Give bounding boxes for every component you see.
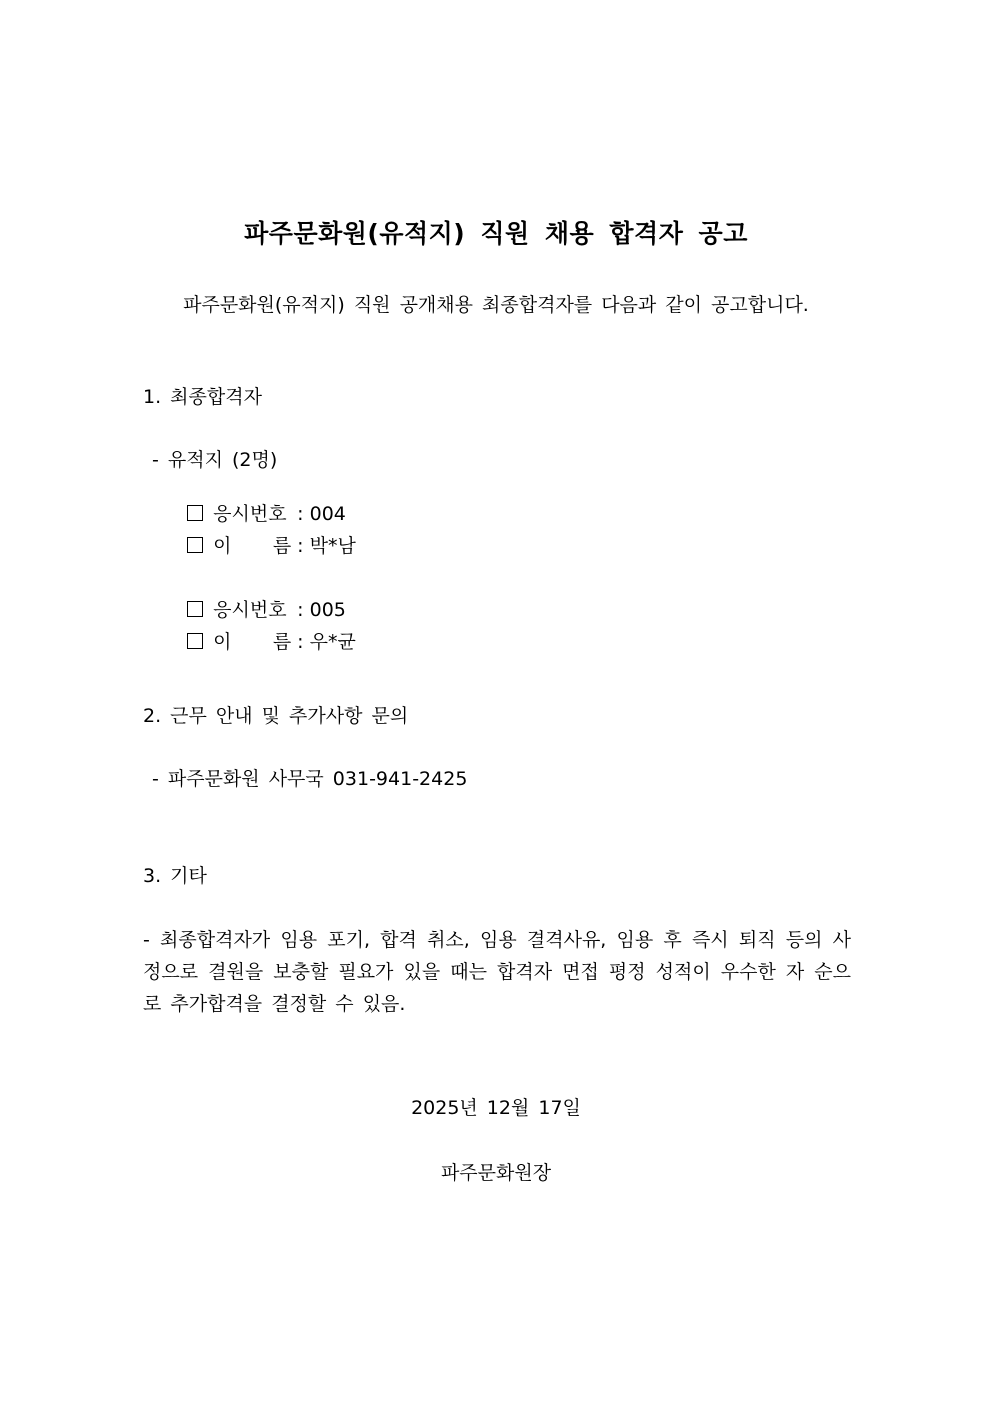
separator: : — [297, 535, 304, 557]
name-label-part-2: 름 — [272, 535, 292, 557]
contact-info: - 파주문화원 사무국 031-941-2425 — [152, 768, 468, 790]
checkbox-icon — [187, 537, 203, 553]
section-3-heading: 3. 기타 — [143, 865, 207, 887]
separator: : — [297, 631, 304, 653]
name-label — [213, 627, 291, 654]
section-3-paragraph: - 최종합격자가 임용 포기, 합격 취소, 임용 결격사유, 임용 후 즉시 퇴직 등의 사정으로 결원을 보충할 필요가 있을 때는 합격자 면접 평정 성적이 우수한 자 순으로 추가합격을 결정할 수 있음. — [143, 929, 851, 1015]
name-label-part-1: 이 — [213, 535, 232, 557]
document-title: 파주문화원(유적지) 직원 채용 합격자 공고 — [244, 219, 748, 248]
section-1-heading: 1. 최종합격자 — [143, 386, 262, 408]
section-1-subheading: - 유적지 (2명) — [152, 449, 278, 471]
candidate-name: 우*균 — [309, 631, 356, 653]
separator: : — [297, 503, 304, 525]
number-label: 응시번호 — [213, 503, 287, 525]
separator: : — [297, 599, 304, 621]
candidate-2-name-row — [163, 605, 356, 676]
candidate-number: 004 — [309, 503, 346, 525]
number-label: 응시번호 — [213, 599, 287, 621]
candidate-1-name-row — [163, 509, 356, 580]
checkbox-icon — [187, 633, 203, 649]
intro-text: 파주문화원(유적지) 직원 공개채용 최종합격자를 다음과 같이 공고합니다. — [183, 294, 809, 316]
name-label — [213, 531, 291, 558]
candidate-number: 005 — [309, 599, 346, 621]
name-label-part-1: 이 — [213, 631, 232, 653]
issue-date: 2025년 12월 17일 — [411, 1097, 581, 1119]
candidate-name: 박*남 — [309, 535, 356, 557]
signer: 파주문화원장 — [440, 1162, 552, 1184]
section-2-heading: 2. 근무 안내 및 추가사항 문의 — [143, 705, 409, 727]
name-label-part-2: 름 — [272, 631, 292, 653]
